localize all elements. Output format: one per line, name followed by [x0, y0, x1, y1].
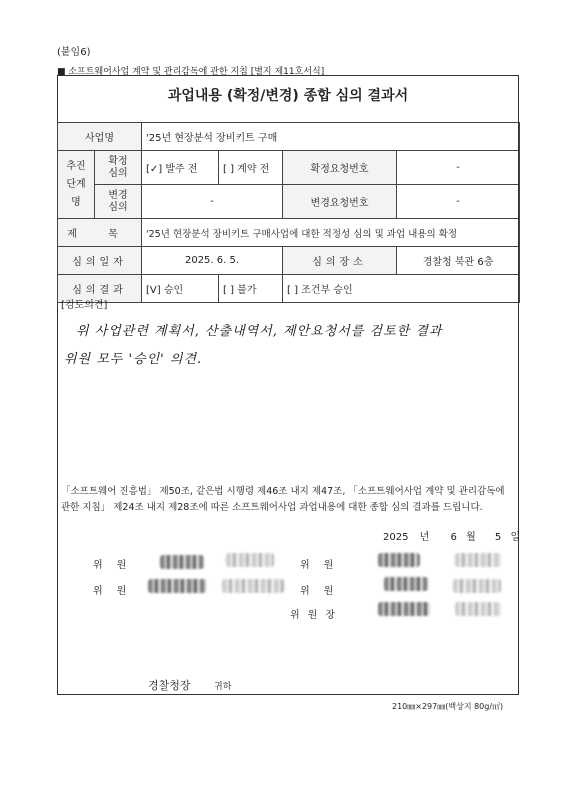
- review-date-value: 2025. 6. 5.: [142, 247, 283, 275]
- member-label-4: 위원: [300, 586, 348, 597]
- review-place-label: 심의장소: [283, 247, 397, 275]
- chair-label: 위원장: [290, 610, 343, 621]
- business-name-label: 사업명: [58, 123, 142, 151]
- attachment-label: (붙임6): [57, 47, 91, 58]
- legal-basis-text: 「소프트웨어 진흥법」 제50조, 같은법 시행령 제46조 내지 제47조, 「소프트웨어사업 계약 및 관리감독에 관한 지침」 제24조 내지 제28조에 따른 소프트웨어사업 과업내용에 대한 종합 심의 결과를 드립니다.: [61, 486, 505, 513]
- confirm-request-no-value: -: [397, 151, 520, 185]
- form-header: ■ 소프트웨어사업 계약 및 관리감독에 관한 지침 [별지 제11호서식]: [57, 67, 325, 77]
- subject-label: 제 목: [58, 219, 142, 247]
- opinion-handwriting-line1: 위 사업관련 계획서, 산출내역서, 제안요청서를 검토한 결과: [76, 324, 443, 339]
- date-month: 6: [450, 532, 457, 543]
- change-review-label: 변경 심의: [95, 185, 142, 219]
- recipient-name: 경찰청장: [148, 679, 191, 692]
- review-result-label: 심의결과: [58, 275, 142, 303]
- redacted-signature-2: [226, 553, 274, 567]
- date-year: 2025: [383, 532, 409, 543]
- document-title: 과업내용 (확정/변경) 종합 심의 결과서: [167, 88, 409, 104]
- date-day: 5: [494, 532, 502, 543]
- stage-label: 추진 단계명: [58, 151, 95, 219]
- review-place-value: 경찰청 북관 6층: [397, 247, 520, 275]
- redacted-signature-7: [384, 577, 428, 591]
- confirm-request-no-label: 확정요청번호: [283, 151, 397, 185]
- redacted-signature-6: [222, 579, 284, 593]
- result-reject: [ ] 불가: [219, 275, 283, 303]
- paper-spec: 210㎜×297㎜(백상지 80g/㎡): [392, 702, 504, 711]
- member-label-2: 위원: [300, 560, 348, 571]
- subject-value: '25년 현장분석 장비키트 구매사업에 대한 적정성 심의 및 과업 내용의 확정: [142, 219, 520, 247]
- member-label-3: 위원: [93, 586, 141, 597]
- redacted-signature-3: [378, 553, 420, 567]
- review-table: [57, 122, 520, 303]
- recipient-suffix: 귀하: [214, 682, 232, 692]
- opinion-handwriting-line2: 위원 모두 '승인' 의견.: [64, 352, 203, 367]
- result-conditional: [ ] 조건부 승인: [283, 275, 520, 303]
- business-name-value: '25년 현장분석 장비키트 구매: [142, 123, 520, 151]
- redacted-signature-5: [148, 579, 206, 593]
- change-request-no-value: -: [397, 185, 520, 219]
- redacted-signature-8: [453, 579, 501, 593]
- member-label-1: 위원: [93, 560, 141, 571]
- result-approve: [V] 승인: [142, 275, 219, 303]
- change-review-value: -: [142, 185, 283, 219]
- redacted-signature-4: [455, 553, 501, 567]
- redacted-signature-9: [378, 602, 430, 616]
- issue-date: 2025 년 6 월 5 일: [383, 532, 521, 543]
- confirm-review-label: 확정 심의: [95, 151, 142, 185]
- redacted-signature-10: [455, 602, 501, 616]
- review-date-label: 심의일자: [58, 247, 142, 275]
- opinion-label: [검토의견]: [61, 300, 108, 311]
- confirm-before-contract: [ ] 계약 전: [219, 151, 283, 185]
- change-request-no-label: 변경요청번호: [283, 185, 397, 219]
- redacted-signature-1: [160, 555, 204, 569]
- confirm-before-order: [✓] 발주 전: [142, 151, 219, 185]
